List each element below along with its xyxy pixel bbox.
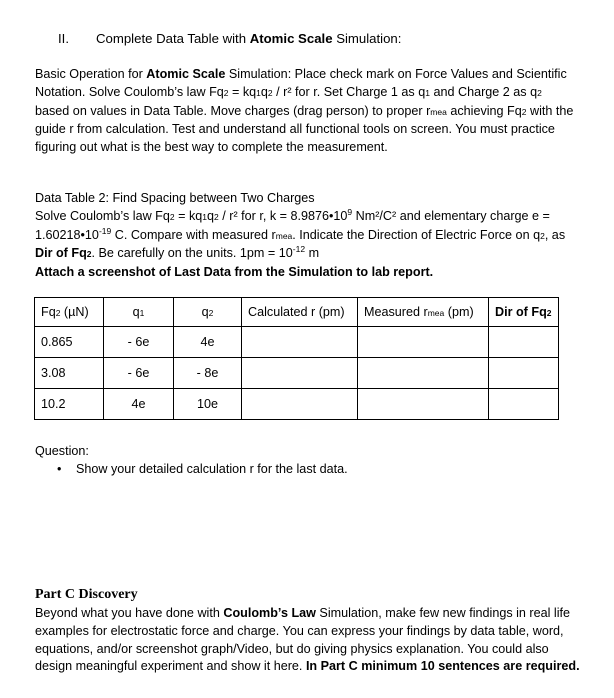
table-instructions xyxy=(35,190,575,282)
attach-screenshot-note: Attach a screenshot of Last Data from the Simulation to lab report. xyxy=(35,265,434,280)
table-title: Data Table 2: Find Spacing between Two Charges xyxy=(35,191,315,205)
header-measured-r: Measured rmea (pm) xyxy=(358,298,489,327)
table-header-row xyxy=(35,298,559,327)
header-fq2: Fq2 (µN) xyxy=(35,298,104,327)
question-label: Question: xyxy=(35,444,89,458)
cell-fq2: 3.08 xyxy=(35,358,104,389)
cell-direction[interactable] xyxy=(489,358,559,389)
cell-measured-r[interactable] xyxy=(358,327,489,358)
bullet-icon: • xyxy=(57,462,62,476)
cell-direction[interactable] xyxy=(489,389,559,420)
cell-q1: - 6e xyxy=(104,327,174,358)
cell-measured-r[interactable] xyxy=(358,389,489,420)
table-row xyxy=(35,358,559,389)
question-bullet: • Show your detailed calculation r for the last data. xyxy=(57,461,348,479)
header-q1: q1 xyxy=(104,298,174,327)
section-heading: II. Complete Data Table with Atomic Scale Simulation: xyxy=(58,31,402,46)
cell-q2: 4e xyxy=(174,327,242,358)
cell-calculated-r[interactable] xyxy=(242,327,358,358)
instructions-paragraph: Basic Operation for Atomic Scale Simulation: Place check mark on Force Values and Scientific Notation. Solve Coulomb’s law Fq2 = kq1q2 / r² for r. Set Charge 1 as q1 and Charge 2 as q2 based on values in Data Table. Move charges (drag person) to proper rmea achieving Fq2 with the guide r from calculation. Test and understand all functional tools on screen. You must practice figuring out what is the best way to complete the measurement. xyxy=(35,67,574,155)
header-calculated-r: Calculated r (pm) xyxy=(242,298,358,327)
table-row xyxy=(35,327,559,358)
header-direction: Dir of Fq2 xyxy=(489,298,559,327)
table-description: Solve Coulomb’s law Fq2 = kq1q2 / r² for r, $k = 8.9876•10^9$ Nm²/C² and elementary charge $e = 1.60218•10^{-19}$ C. Compare with measured rmea. Indicate the Direction of Electric Force on q2, as Dir of Fq2. Be carefully on the units. $1pm = 10^{-12}$ m xyxy=(35,206,566,261)
cell-q2: 10e xyxy=(174,389,242,420)
part-c-title: Part C Discovery xyxy=(35,587,138,602)
cell-fq2: 10.2 xyxy=(35,389,104,420)
part-c-paragraph: Beyond what you have done with Coulomb’s Law Simulation, make few new findings in real life examples for electrostatic force and charge. You can express your findings by data table, word, equations, and/or screenshot graph/Video, but do giving physics explanation. You could also design meaningful experiment and show it here. In Part C minimum 10 sentences are required. xyxy=(35,606,580,674)
cell-calculated-r[interactable] xyxy=(242,358,358,389)
header-q2: q2 xyxy=(174,298,242,327)
cell-fq2: 0.865 xyxy=(35,327,104,358)
cell-direction[interactable] xyxy=(489,327,559,358)
cell-measured-r[interactable] xyxy=(358,358,489,389)
cell-q2: - 8e xyxy=(174,358,242,389)
table-row xyxy=(35,389,559,420)
cell-q1: 4e xyxy=(104,389,174,420)
cell-q1: - 6e xyxy=(104,358,174,389)
cell-calculated-r[interactable] xyxy=(242,389,358,420)
section-number: II. xyxy=(58,31,69,46)
data-table-2 xyxy=(34,297,559,420)
